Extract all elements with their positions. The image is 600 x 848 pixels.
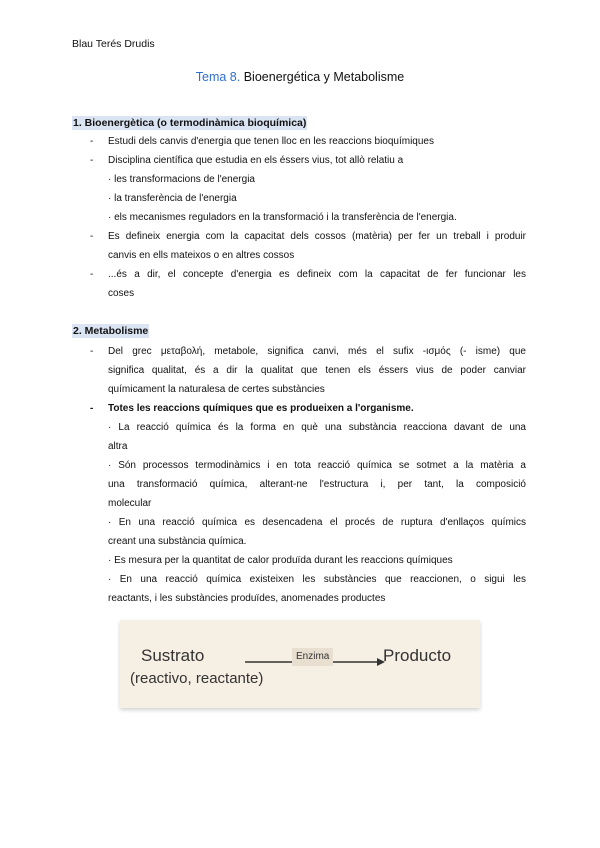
topic-number: Tema 8. [195, 70, 241, 84]
reaction-diagram [120, 620, 480, 708]
bullet-dash: - [90, 269, 94, 280]
sub-item-continuation: una transformació química, alterant-ne l'estructura i, per tant, la composició [108, 479, 526, 490]
bullet-dash: - [90, 155, 94, 166]
sub-item: · En una reacció química es desencadena el procés de ruptura d'enllaços químics [108, 517, 526, 528]
sub-item: · Són processos termodinàmics i en tota reacció química se sotmet a la matèria a [108, 460, 526, 471]
substrate-note: (reactivo, reactante) [130, 670, 264, 687]
list-item-continuation: químicament la naturalesa de certes substàncies [108, 384, 325, 395]
sub-item-continuation: molecular [108, 498, 152, 509]
bullet-dash: - [90, 136, 94, 147]
document-title [0, 70, 600, 84]
sub-item-continuation: reactants, i les substàncies produïdes, anomenades productes [108, 593, 386, 604]
list-item: ...és a dir, el concepte d'energia es defineix com la capacitat de fer funcionar les [108, 269, 526, 280]
list-item: Disciplina científica que estudia en els éssers vius, tot allò relatiu a [108, 155, 404, 166]
bullet-dash: - [90, 403, 94, 414]
sub-item-continuation: creant una substància química. [108, 536, 247, 547]
list-item: Es defineix energia com la capacitat dels cossos (matèria) per fer un treball i produir [108, 231, 526, 242]
list-item-continuation: significa qualitat, és a dir la qualitat que tenen els éssers vius de poder canviar [108, 365, 526, 376]
sub-item-continuation: altra [108, 441, 128, 452]
section-heading-metabolisme: 2. Metabolisme [73, 325, 149, 337]
list-item: Estudi dels canvis d'energia que tenen lloc en les reaccions bioquímiques [108, 136, 434, 147]
bullet-dash: - [90, 231, 94, 242]
enzyme-label: Enzima [292, 648, 333, 666]
list-item: Del grec μεταβολή, metabole, significa canvi, més el sufix -ισμός (- isme) que [108, 346, 526, 357]
list-item-bold: Totes les reaccions químiques que es produeixen a l'organisme. [108, 403, 414, 414]
sub-item: · En una reacció química existeixen les substàncies que reaccionen, o sigui les [108, 574, 526, 585]
author-name: Blau Terés Drudis [72, 38, 155, 50]
sub-item: · les transformacions de l'energia [108, 174, 255, 185]
substrate-label: Sustrato [141, 646, 205, 665]
bullet-dash: - [90, 346, 94, 357]
list-item-continuation: canvis en ells mateixos o en altres cossos [108, 250, 295, 261]
sub-item: · la transferència de l'energia [108, 193, 237, 204]
sub-item: · Es mesura per la quantitat de calor produïda durant les reaccions químiques [108, 555, 453, 566]
section-heading-bioenergetica: 1. Bioenergètica (o termodinàmica bioquímica) [73, 117, 307, 129]
product-label: Producto [383, 646, 452, 665]
sub-item: · els mecanismes reguladors en la transformació i la transferència de l'energia. [108, 212, 457, 223]
topic-title: Bioenergética y Metabolisme [243, 70, 405, 84]
sub-item: · La reacció química és la forma en què una substància reacciona davant de una [108, 422, 526, 433]
list-item-continuation: coses [108, 288, 135, 299]
